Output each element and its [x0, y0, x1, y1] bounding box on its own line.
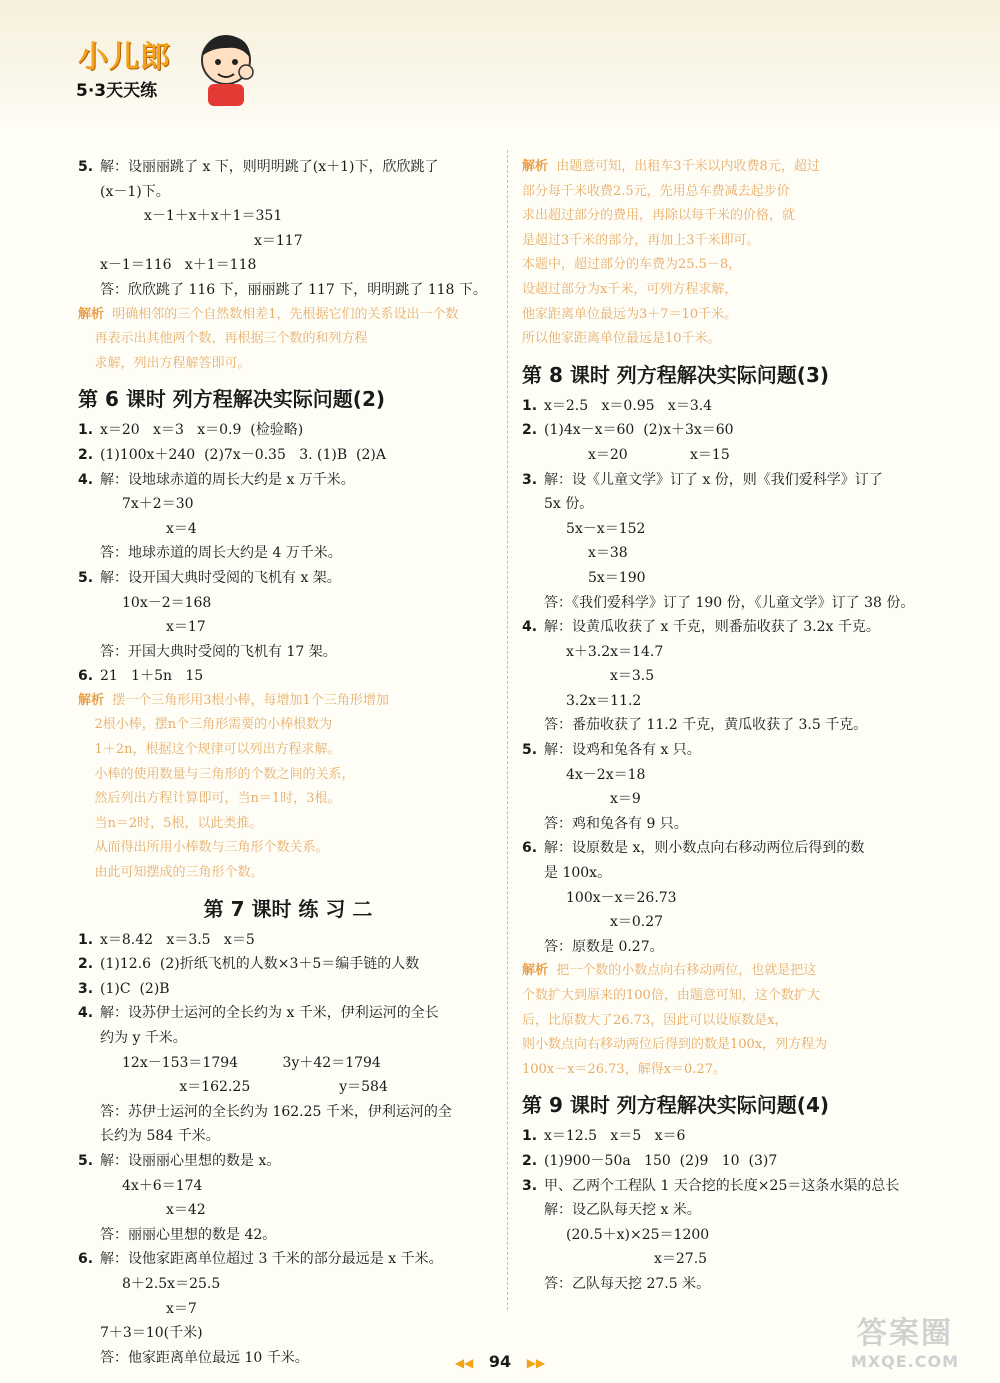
column-divider [507, 150, 508, 1310]
question-number: 1. [522, 397, 538, 414]
line-text: 再表示出其他两个数，再根据三个数的和列方程 [78, 331, 368, 347]
line-text: 解：设原数是 x，则小数点向右移动两位后得到的数 [544, 840, 865, 857]
answer-line [78, 1075, 498, 1100]
line-text: 解：设丽丽跳了 x 下，则明明跳了(x＋1)下，欣欣跳了 [100, 159, 439, 175]
question-number: 4. [522, 619, 538, 636]
analysis-line [78, 713, 498, 738]
line-text: (1)900－50a 150 (2)9 10 (3)7 [544, 1152, 778, 1169]
analysis-line [78, 352, 498, 377]
answer-line [522, 640, 942, 665]
line-text: x＝20 x＝15 [588, 446, 730, 463]
left-column [78, 155, 498, 1370]
line-text: 10x－2＝168 [122, 594, 212, 611]
line-text: 解：设地球赤道的周长大约是 x 万千米。 [100, 471, 355, 488]
answer-line [78, 1100, 498, 1125]
answer-line [78, 517, 498, 542]
line-text: 后，比原数大了26.73，因此可以设原数是x， [522, 1012, 788, 1028]
analysis-line [522, 303, 942, 328]
line-text: 所以他家距离单位最远是10千米。 [522, 331, 721, 347]
question-number: 5. [78, 569, 94, 586]
analysis-line [78, 812, 498, 837]
line-text: 答：他家距离单位最远 10 千米。 [100, 1349, 309, 1366]
line-text: 解：设丽丽心里想的数是 x。 [100, 1152, 281, 1169]
line-text: x＝7 [166, 1300, 197, 1317]
line-text: x－1＝116 x＋1＝118 [100, 257, 257, 274]
answer-line [78, 278, 498, 303]
question-line [522, 738, 942, 763]
line-text: 5x 份。 [544, 496, 594, 513]
line-text: (1)4x－x＝60 (2)x＋3x＝60 [544, 422, 734, 439]
answer-line [78, 1026, 498, 1051]
line-text: 甲、乙两个工程队 1 天合挖的长度×25＝这条水渠的总长 [544, 1177, 900, 1194]
watermark [830, 1308, 980, 1378]
line-text: 答：乙队每天挖 27.5 米。 [544, 1275, 711, 1292]
answer-line [522, 566, 942, 591]
line-text: 7x＋2＝30 [122, 496, 194, 513]
line-text: 小棒的使用数量与三角形的个数之间的关系， [78, 766, 355, 782]
analysis-label: 解析 [522, 159, 549, 174]
question-line [78, 1001, 498, 1026]
line-text: 求出超过部分的费用，再除以每千米的价格，就 [522, 208, 796, 224]
analysis-label: 解析 [78, 692, 105, 708]
analysis-label: 解析 [522, 963, 549, 979]
line-text: 把一个数的小数点向右移动两位，也就是把这 [548, 963, 817, 979]
answer-line [78, 253, 498, 278]
lesson-heading: 第 6 课时 列方程解决实际问题(2) [78, 387, 386, 412]
answer-line [78, 1051, 498, 1076]
question-number: 3. [522, 471, 538, 488]
line-text: 21 1＋5n 15 [100, 668, 204, 685]
line-text: 约为 y 千米。 [100, 1030, 187, 1046]
line-text: x＝20 x＝3 x＝0.9 (检验略) [100, 422, 304, 439]
line-text: 求解，列出方程解答即可。 [78, 355, 251, 371]
line-text: 长约为 584 千米。 [100, 1128, 220, 1145]
line-text: 解：设苏伊士运河的全长约为 x 千米，伊利运河的全长 [100, 1005, 439, 1022]
line-text: 4x－2x＝18 [566, 766, 646, 783]
question-line [522, 836, 942, 861]
answer-line [78, 1297, 498, 1322]
mascot-boy-icon [190, 30, 262, 108]
analysis-line [522, 204, 942, 229]
question-line [78, 1247, 498, 1272]
line-text: x＝12.5 x＝5 x＝6 [544, 1128, 686, 1145]
question-number: 3. [78, 980, 94, 997]
line-text: 答：欣欣跳了 116 下，丽丽跳了 117 下，明明跳了 118 下。 [100, 281, 487, 298]
line-text: 从而得出所用小棒数与三角形个数关系。 [78, 840, 329, 856]
analysis-line [78, 738, 498, 763]
line-text: x－1＋x＋x＋1＝351 [144, 208, 283, 225]
line-text: 2根小棒，摆n个三角形需要的小棒根数为 [78, 717, 333, 733]
line-text: 答：开国大典时受阅的飞机有 17 架。 [100, 643, 337, 660]
line-text: 他家距离单位最远为3＋7＝10千米。 [522, 306, 738, 322]
right-column [522, 155, 942, 1297]
answer-line [78, 1174, 498, 1199]
line-text: 然后列出方程计算即可，当n＝1时，3根。 [78, 791, 341, 807]
line-text: (x－1)下。 [100, 183, 170, 200]
line-text: 本题中，超过部分的车费为25.5－8， [522, 257, 742, 273]
answer-line [78, 1198, 498, 1223]
line-text: 4x＋6＝174 [122, 1177, 203, 1194]
line-text: x＝162.25 y＝584 [166, 1079, 388, 1096]
answer-line [522, 443, 942, 468]
analysis-line [522, 253, 942, 278]
question-number: 2. [522, 1152, 538, 1169]
line-text: x＝117 [254, 232, 303, 249]
analysis-line [78, 787, 498, 812]
line-text: 设超过部分为x千米，可列方程求解， [522, 281, 738, 297]
line-text: (1)100x＋240 (2)7x－0.35 3. (1)B (2)A [100, 446, 386, 463]
analysis-line [522, 1033, 942, 1058]
question-line [78, 928, 498, 953]
question-line [78, 418, 498, 443]
analysis-line [522, 229, 942, 254]
line-text: x＝2.5 x＝0.95 x＝3.4 [544, 397, 713, 414]
line-text: x＋3.2x＝14.7 [566, 643, 664, 660]
line-text: x＝42 [166, 1202, 206, 1219]
question-number: 4. [78, 471, 94, 488]
answer-line [78, 229, 498, 254]
page-number: 94 [488, 1352, 512, 1371]
answer-line [522, 787, 942, 812]
answer-line [78, 1223, 498, 1248]
question-number: 4. [78, 1005, 94, 1022]
analysis-line [522, 155, 942, 180]
question-number: 1. [522, 1128, 538, 1145]
answer-line [522, 812, 942, 837]
line-text: 解：设开国大典时受阅的飞机有 x 架。 [100, 569, 341, 586]
analysis-line [522, 1009, 942, 1034]
watermark-line1: 答案圈 [857, 1316, 953, 1351]
answer-line [522, 763, 942, 788]
line-text: 1＋2n，根据这个规律可以列出方程求解。 [78, 742, 341, 758]
line-text: x＝8.42 x＝3.5 x＝5 [100, 931, 255, 948]
answer-line [78, 615, 498, 640]
line-text: 摆一个三角形用3根小棒，每增加1个三角形增加 [104, 692, 389, 708]
analysis-line [78, 303, 498, 328]
question-number: 6. [78, 1251, 94, 1268]
brand-subtitle: 5·3天天练 [76, 81, 158, 101]
line-text: 是超过3千米的部分，再加上3千米即可。 [522, 232, 760, 248]
question-number: 5. [78, 1152, 94, 1169]
answer-line [522, 1198, 942, 1223]
analysis-label: 解析 [78, 306, 105, 322]
line-text: 答：《我们爱科学》订了 190 份，《儿童文学》订了 38 份。 [544, 594, 915, 611]
analysis-line [78, 861, 498, 886]
line-text: 由此可知摆成的三角形个数。 [78, 865, 264, 881]
line-text: 解：设他家距离单位超过 3 千米的部分最远是 x 千米。 [100, 1251, 443, 1268]
brand-title: 小儿郎 [78, 40, 171, 75]
answer-line [522, 689, 942, 714]
line-text: (1)12.6 (2)折纸飞机的人数×3＋5＝编手链的人数 [100, 956, 420, 973]
answer-line [522, 886, 942, 911]
question-line [522, 1124, 942, 1149]
analysis-line [522, 278, 942, 303]
line-text: 3.2x＝11.2 [566, 692, 642, 709]
brand-logo [72, 30, 252, 110]
question-number: 1. [78, 931, 94, 948]
line-text: x＝4 [166, 520, 197, 537]
line-text: 解：设鸡和兔各有 x 只。 [544, 742, 701, 759]
answer-line [522, 591, 942, 616]
line-text: x＝3.5 [610, 668, 655, 685]
analysis-line [522, 180, 942, 205]
prev-page-icon: ◀◀ [454, 1356, 474, 1370]
line-text: 解：设乙队每天挖 x 米。 [544, 1202, 701, 1219]
line-text: 12x－153＝1794 3y＋42＝1794 [122, 1054, 381, 1071]
question-line [78, 566, 498, 591]
answer-line [522, 664, 942, 689]
line-text: 答：地球赤道的周长大约是 4 万千米。 [100, 545, 342, 562]
question-line [78, 952, 498, 977]
answer-line [522, 1247, 942, 1272]
line-text: 答：原数是 0.27。 [544, 938, 664, 955]
question-number: 6. [522, 840, 538, 857]
line-text: 部分每千米收费2.5元，先用总车费减去起步价 [522, 183, 790, 199]
question-line [78, 468, 498, 493]
line-text: 解：设黄瓜收获了 x 千克，则番茄收获了 3.2x 千克。 [544, 619, 880, 636]
question-line [78, 443, 498, 468]
analysis-line [78, 689, 498, 714]
analysis-line [78, 763, 498, 788]
answer-line [522, 910, 942, 935]
answer-line [78, 180, 498, 205]
analysis-line [522, 1058, 942, 1083]
question-line [522, 1149, 942, 1174]
answer-line [78, 640, 498, 665]
question-line [522, 468, 942, 493]
question-number: 3. [522, 1177, 538, 1194]
line-text: x＝9 [610, 791, 641, 808]
line-text: 100x－x＝26.73，解得x＝0.27。 [522, 1061, 726, 1077]
lesson-heading: 第 7 课时 练 习 二 [203, 896, 373, 921]
answer-line [522, 861, 942, 886]
question-number: 5. [522, 742, 538, 759]
answer-line [78, 1124, 498, 1149]
answer-line [522, 935, 942, 960]
answer-line [522, 1272, 942, 1297]
line-text: (1)C (2)B [100, 980, 170, 997]
lesson-heading: 第 9 课时 列方程解决实际问题(4) [522, 1093, 830, 1118]
question-number: 2. [522, 422, 538, 439]
question-line [522, 394, 942, 419]
answer-line [78, 1272, 498, 1297]
line-text: 个数扩大到原来的100倍，由题意可知，这个数扩大 [522, 988, 820, 1003]
line-text: 7＋3＝10(千米) [100, 1325, 203, 1342]
answer-line [522, 517, 942, 542]
question-number: 5. [78, 159, 94, 175]
line-text: 答：丽丽心里想的数是 42。 [100, 1226, 277, 1243]
question-number: 2. [78, 446, 94, 463]
line-text: x＝27.5 [654, 1251, 708, 1268]
line-text: 答：番茄收获了 11.2 千克，黄瓜收获了 3.5 千克。 [544, 717, 868, 734]
analysis-line [78, 836, 498, 861]
line-text: 明确相邻的三个自然数相差1，先根据它们的关系设出一个数 [104, 306, 459, 322]
line-text: 当n＝2时，5根，以此类推。 [78, 815, 263, 831]
question-line [522, 418, 942, 443]
answer-line [78, 1321, 498, 1346]
line-text: 100x－x＝26.73 [566, 889, 677, 906]
line-text: x＝0.27 [610, 914, 664, 931]
question-line [78, 977, 498, 1002]
line-text: (20.5＋x)×25＝1200 [566, 1226, 710, 1243]
answer-line [522, 713, 942, 738]
analysis-line [78, 327, 498, 352]
answer-line [78, 204, 498, 229]
analysis-line [522, 327, 942, 352]
line-text: 由题意可知，出租车3千米以内收费8元，超过 [548, 159, 820, 174]
question-number: 2. [78, 956, 94, 973]
line-text: 8＋2.5x＝25.5 [122, 1275, 221, 1292]
line-text: 答：鸡和兔各有 9 只。 [544, 815, 688, 832]
question-number: 1. [78, 422, 94, 439]
line-text: 答：苏伊士运河的全长约为 162.25 千米，伊利运河的全 [100, 1103, 452, 1120]
next-page-icon: ▶▶ [526, 1356, 546, 1370]
answer-line [78, 591, 498, 616]
line-text: 是 100x。 [544, 865, 612, 882]
line-text: 5x＝190 [588, 569, 646, 586]
line-text: 则小数点向右移动两位后得到的数是100x，列方程为 [522, 1037, 828, 1053]
question-line [78, 155, 498, 180]
answer-line [522, 541, 942, 566]
question-line [78, 664, 498, 689]
question-line [78, 1149, 498, 1174]
question-line [522, 1174, 942, 1199]
analysis-line [522, 984, 942, 1009]
lesson-heading: 第 8 课时 列方程解决实际问题(3) [522, 362, 830, 387]
answer-line [78, 541, 498, 566]
line-text: x＝17 [166, 619, 206, 636]
line-text: 解：设《儿童文学》订了 x 份，则《我们爱科学》订了 [544, 471, 883, 488]
question-line [522, 615, 942, 640]
answer-line [78, 492, 498, 517]
answer-line [522, 1223, 942, 1248]
question-number: 6. [78, 668, 94, 685]
analysis-line [522, 959, 942, 984]
line-text: 5x－x＝152 [566, 520, 646, 537]
line-text: x＝38 [588, 545, 628, 562]
answer-line [522, 492, 942, 517]
watermark-line2: MXQE.COM [850, 1352, 960, 1371]
